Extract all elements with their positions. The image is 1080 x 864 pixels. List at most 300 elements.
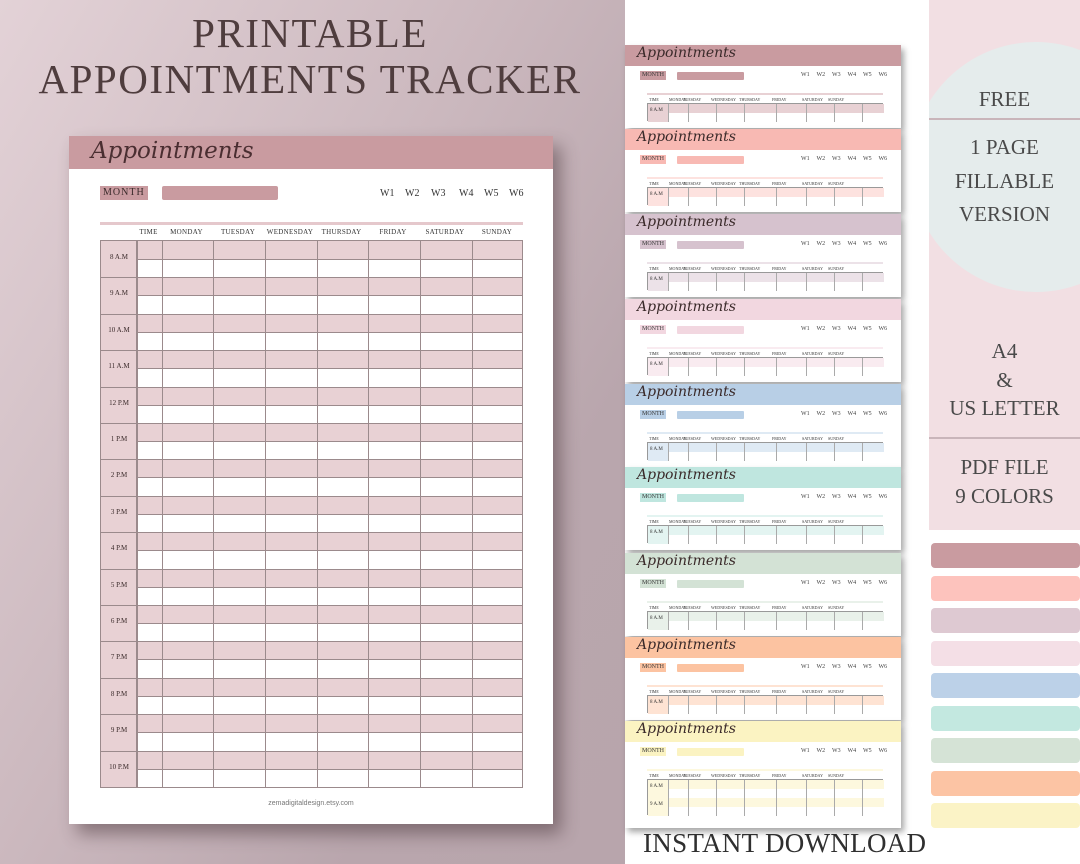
hour-label: 2 P.M — [110, 471, 128, 479]
mini-week-label: W4 — [847, 580, 857, 586]
row-line — [137, 587, 522, 588]
color-swatch — [931, 673, 1080, 698]
mini-hour-label: 8 A.M — [650, 616, 663, 621]
column-line — [213, 241, 214, 787]
mini-column-line — [744, 188, 745, 206]
column-header-time: TIME — [139, 228, 158, 236]
mini-divider — [647, 93, 883, 95]
time-column — [101, 241, 137, 787]
hour-label: 9 A.M — [110, 289, 128, 297]
row-band — [137, 751, 522, 769]
version-text: VERSION — [958, 202, 1050, 226]
mini-header — [625, 384, 901, 405]
mini-header-day: THURSDAY — [739, 181, 761, 186]
mini-week-label: W6 — [878, 411, 888, 417]
mini-column-line — [776, 358, 777, 376]
mini-month-field — [677, 411, 744, 419]
mini-header-day: WEDNESDAY — [711, 773, 736, 778]
mini-month-field — [677, 664, 744, 672]
week-label: W6 — [509, 188, 524, 199]
mini-header-time: TIME — [649, 605, 659, 610]
mini-week-label: W1 — [801, 580, 810, 586]
mini-header-day: SUNDAY — [828, 436, 845, 441]
mini-time-column — [648, 443, 668, 461]
hour-label: 8 A.M — [110, 253, 128, 261]
mini-column-line — [716, 358, 717, 376]
mini-header-day: THURSDAY — [739, 351, 761, 356]
mini-header-day: THURSDAY — [739, 773, 761, 778]
mini-header-day: SATURDAY — [802, 605, 823, 610]
mini-header-day: FRIDAY — [772, 605, 787, 610]
month-field[interactable] — [162, 186, 278, 200]
mini-column-line — [776, 273, 777, 291]
planner-heading: Appointments — [91, 138, 254, 164]
mini-column-line — [776, 612, 777, 630]
row-line — [137, 259, 522, 260]
mini-grid — [647, 357, 883, 375]
color-swatch — [931, 576, 1080, 601]
mini-column-line — [688, 358, 689, 376]
mini-header-day: TUESDAY — [683, 436, 702, 441]
info-column — [929, 0, 1080, 864]
mini-planner — [625, 299, 901, 382]
mini-header — [625, 467, 901, 488]
mini-month-field — [677, 326, 744, 334]
mini-header-day: MONDAY — [669, 351, 687, 356]
mini-hour-label: 8 A.M — [650, 362, 663, 367]
mini-header-day: SUNDAY — [828, 97, 845, 102]
column-header-day: TUESDAY — [220, 228, 256, 236]
row-line — [101, 423, 522, 424]
row-line — [137, 623, 522, 624]
mini-header-day: SATURDAY — [802, 266, 823, 271]
mini-grid — [647, 103, 883, 121]
mini-month-field — [677, 156, 744, 164]
mini-time-column — [648, 612, 668, 630]
column-header-day: SUNDAY — [481, 228, 513, 236]
mini-column-line — [668, 443, 669, 461]
mini-hour-label: 8 A.M — [650, 700, 663, 705]
mini-column-line — [688, 526, 689, 544]
planner-header — [69, 136, 553, 169]
mini-time-column — [648, 273, 668, 291]
mini-header-day: FRIDAY — [772, 351, 787, 356]
row-band — [137, 314, 522, 332]
footer-url: zemadigitaldesign.etsy.com — [268, 800, 354, 807]
mini-column-line — [668, 780, 669, 816]
mini-header-day: TUESDAY — [683, 351, 702, 356]
mini-week-label: W5 — [863, 411, 872, 417]
row-band — [137, 496, 522, 514]
mini-column-line — [744, 443, 745, 461]
mini-column-line — [668, 696, 669, 714]
mini-column-line — [688, 443, 689, 461]
mini-column-line — [776, 443, 777, 461]
mini-week-label: W1 — [801, 494, 810, 500]
mini-planner — [625, 384, 901, 467]
mini-week-label: W2 — [816, 580, 826, 586]
mini-planner — [625, 214, 901, 297]
mini-column-line — [834, 104, 835, 122]
mini-column-line — [744, 696, 745, 714]
mini-grid — [647, 779, 883, 815]
a4-text: A4 — [991, 339, 1018, 363]
mini-column-line — [862, 443, 863, 461]
mini-week-label: W3 — [832, 580, 841, 586]
mini-week-label: W3 — [832, 326, 841, 332]
mini-week-label: W4 — [847, 156, 857, 162]
mini-column-line — [806, 188, 807, 206]
mini-divider — [647, 601, 883, 603]
mini-column-line — [668, 104, 669, 122]
fillable-text: FILLABLE — [954, 169, 1055, 193]
row-band — [137, 459, 522, 477]
mini-week-label: W2 — [816, 494, 826, 500]
column-header-day: SATURDAY — [425, 228, 465, 236]
mini-header-day: SATURDAY — [802, 97, 823, 102]
week-label: W1 — [380, 188, 395, 199]
hour-label: 8 P.M — [110, 690, 128, 698]
color-swatch — [931, 608, 1080, 633]
color-swatch — [931, 803, 1080, 828]
mini-column-line — [862, 358, 863, 376]
mini-hour-label: 8 A.M — [650, 108, 663, 113]
mini-week-label: W2 — [816, 326, 826, 332]
mini-header-day: THURSDAY — [739, 689, 761, 694]
mini-grid — [647, 442, 883, 460]
mini-column-line — [716, 273, 717, 291]
mini-week-label: W1 — [801, 748, 810, 754]
color-swatch — [931, 543, 1080, 568]
row-line — [101, 714, 522, 715]
mini-time-column — [648, 696, 668, 714]
mini-heading: Appointments — [637, 553, 736, 569]
row-line — [137, 696, 522, 697]
mini-header-time: TIME — [649, 97, 659, 102]
mini-column-line — [834, 273, 835, 291]
mini-week-label: W5 — [863, 156, 872, 162]
row-band — [137, 641, 522, 659]
mini-header-day: SATURDAY — [802, 181, 823, 186]
row-line — [137, 477, 522, 478]
row-line — [137, 732, 522, 733]
mini-column-line — [744, 612, 745, 630]
mini-header-day: WEDNESDAY — [711, 605, 736, 610]
mini-month-label: MONTH — [642, 664, 664, 670]
mini-column-line — [806, 358, 807, 376]
mini-week-label: W2 — [816, 72, 826, 78]
mini-column-line — [776, 104, 777, 122]
mini-header-day: MONDAY — [669, 181, 687, 186]
mini-column-line — [834, 612, 835, 630]
row-line — [101, 532, 522, 533]
row-line — [137, 295, 522, 296]
mini-planner — [625, 467, 901, 550]
mini-week-label: W4 — [847, 72, 857, 78]
title-line-2: APPOINTMENTS TRACKER — [38, 56, 582, 102]
mini-heading: Appointments — [637, 721, 736, 737]
us-letter-text: US LETTER — [949, 396, 1060, 420]
mini-divider — [647, 177, 883, 179]
mini-header-time: TIME — [649, 689, 659, 694]
mini-header — [625, 553, 901, 574]
mini-grid — [647, 272, 883, 290]
mini-week-label: W4 — [847, 664, 857, 670]
mini-header-day: SATURDAY — [802, 351, 823, 356]
mini-column-line — [862, 526, 863, 544]
mini-hour-label: 8 A.M — [650, 447, 663, 452]
column-header-day: FRIDAY — [379, 228, 407, 236]
mini-header-day: TUESDAY — [683, 773, 702, 778]
mini-column-line — [688, 696, 689, 714]
mini-planner — [625, 45, 901, 128]
mini-header-day: WEDNESDAY — [711, 689, 736, 694]
mini-column-line — [668, 358, 669, 376]
mini-column-line — [688, 780, 689, 816]
mini-divider — [647, 432, 883, 434]
mini-column-line — [862, 780, 863, 816]
mini-header-time: TIME — [649, 436, 659, 441]
mini-week-label: W1 — [801, 411, 810, 417]
mini-month-label: MONTH — [642, 748, 664, 754]
mini-header-day: THURSDAY — [739, 266, 761, 271]
column-line — [368, 241, 369, 787]
mini-column-line — [668, 612, 669, 630]
mini-header — [625, 721, 901, 742]
mini-grid — [647, 695, 883, 713]
mini-week-label: W4 — [847, 411, 857, 417]
mini-divider — [647, 685, 883, 687]
mini-header-day: SUNDAY — [828, 605, 845, 610]
mini-header-day: SUNDAY — [828, 519, 845, 524]
mini-header-day: SATURDAY — [802, 773, 823, 778]
week-label: W4 — [459, 188, 474, 199]
mini-column-line — [806, 443, 807, 461]
mini-header-time: TIME — [649, 519, 659, 524]
mini-column-line — [776, 696, 777, 714]
row-band — [137, 569, 522, 587]
mini-month-label: MONTH — [642, 494, 664, 500]
mini-header-day: MONDAY — [669, 97, 687, 102]
mini-week-label: W2 — [816, 156, 826, 162]
mini-column-line — [716, 526, 717, 544]
mini-header-day: TUESDAY — [683, 689, 702, 694]
divider — [929, 118, 1080, 120]
row-band — [137, 678, 522, 696]
mini-column-line — [806, 104, 807, 122]
hour-label: 10 A.M — [108, 326, 130, 334]
row-line — [137, 550, 522, 551]
mini-week-label: W1 — [801, 156, 810, 162]
mini-column-line — [716, 780, 717, 816]
mini-header-day: TUESDAY — [683, 519, 702, 524]
mini-week-label: W2 — [816, 748, 826, 754]
mini-week-label: W4 — [847, 241, 857, 247]
mini-divider — [647, 262, 883, 264]
row-band — [137, 241, 522, 259]
mini-time-column — [648, 104, 668, 122]
mini-week-label: W2 — [816, 411, 826, 417]
hour-label: 4 P.M — [110, 544, 128, 552]
mini-week-label: W5 — [863, 326, 872, 332]
mini-week-label: W4 — [847, 748, 857, 754]
column-line — [420, 241, 421, 787]
mini-divider — [647, 769, 883, 771]
mini-header — [625, 129, 901, 150]
mini-header-day: WEDNESDAY — [711, 436, 736, 441]
mini-grid — [647, 525, 883, 543]
row-band — [137, 350, 522, 368]
mini-header-day: MONDAY — [669, 266, 687, 271]
mini-column-line — [834, 358, 835, 376]
mini-hour-label: 8 A.M — [650, 277, 663, 282]
column-header-day: MONDAY — [170, 228, 203, 236]
mini-header-day: SUNDAY — [828, 689, 845, 694]
mini-week-label: W5 — [863, 580, 872, 586]
mini-column-line — [834, 696, 835, 714]
mini-hour-label: 9 A.M — [650, 802, 663, 807]
mini-header-day: FRIDAY — [772, 689, 787, 694]
mini-header — [625, 637, 901, 658]
mini-week-label: W1 — [801, 326, 810, 332]
color-swatch — [931, 738, 1080, 763]
mini-header-day: MONDAY — [669, 605, 687, 610]
column-header-day: THURSDAY — [321, 228, 362, 236]
mini-divider — [647, 515, 883, 517]
mini-column-line — [776, 526, 777, 544]
row-line — [137, 441, 522, 442]
mini-header-day: WEDNESDAY — [711, 181, 736, 186]
column-line — [265, 241, 266, 787]
pages-text: 1 PAGE — [970, 135, 1039, 159]
row-band — [137, 277, 522, 295]
mini-column-line — [744, 273, 745, 291]
mini-week-label: W5 — [863, 72, 872, 78]
row-band — [137, 714, 522, 732]
mini-heading: Appointments — [637, 129, 736, 145]
mini-header-day: MONDAY — [669, 773, 687, 778]
mini-hour-label: 8 A.M — [650, 784, 663, 789]
color-swatch — [931, 706, 1080, 731]
mini-header-day: MONDAY — [669, 519, 687, 524]
mini-column-line — [716, 696, 717, 714]
week-label: W3 — [431, 188, 446, 199]
mini-header-day: THURSDAY — [739, 436, 761, 441]
mini-heading: Appointments — [637, 214, 736, 230]
mini-header-day: SUNDAY — [828, 181, 845, 186]
mini-week-label: W6 — [878, 241, 888, 247]
mini-column-line — [806, 780, 807, 816]
mini-header-day: TUESDAY — [683, 266, 702, 271]
mini-month-label: MONTH — [642, 326, 664, 332]
mini-month-label: MONTH — [642, 411, 664, 417]
mini-week-label: W6 — [878, 494, 888, 500]
row-line — [137, 514, 522, 515]
mini-planner — [625, 129, 901, 212]
mini-header-day: SUNDAY — [828, 351, 845, 356]
row-band — [137, 423, 522, 441]
mini-column-line — [688, 188, 689, 206]
mini-column-line — [716, 104, 717, 122]
mini-header-day: SUNDAY — [828, 266, 845, 271]
mini-week-label: W6 — [878, 580, 888, 586]
mini-column-line — [744, 526, 745, 544]
hour-label: 5 P.M — [110, 581, 128, 589]
row-line — [101, 387, 522, 388]
mini-time-column — [648, 526, 668, 544]
mini-column-line — [668, 188, 669, 206]
mini-column-line — [744, 780, 745, 816]
header-divider — [100, 222, 523, 225]
row-line — [101, 641, 522, 642]
mini-column-line — [806, 612, 807, 630]
column-line — [317, 241, 318, 787]
month-label: MONTH — [100, 186, 148, 200]
mini-column-line — [688, 612, 689, 630]
row-line — [101, 678, 522, 679]
mini-column-line — [744, 104, 745, 122]
mini-heading: Appointments — [637, 384, 736, 400]
mini-week-label: W1 — [801, 241, 810, 247]
row-line — [101, 496, 522, 497]
row-line — [137, 332, 522, 333]
row-line — [137, 368, 522, 369]
mini-week-label: W4 — [847, 494, 857, 500]
mini-header-day: FRIDAY — [772, 97, 787, 102]
ampersand-text: & — [996, 368, 1013, 392]
mini-week-label: W6 — [878, 156, 888, 162]
row-line — [101, 605, 522, 606]
pdf-file-text: PDF FILE — [960, 455, 1049, 479]
divider — [929, 437, 1080, 439]
mini-header-day: FRIDAY — [772, 773, 787, 778]
mini-header-day: WEDNESDAY — [711, 266, 736, 271]
mini-week-label: W6 — [878, 664, 888, 670]
mini-planner — [625, 553, 901, 636]
mini-week-label: W3 — [832, 664, 841, 670]
mini-heading: Appointments — [637, 45, 736, 61]
mini-heading: Appointments — [637, 637, 736, 653]
week-label: W5 — [484, 188, 499, 199]
hour-label: 3 P.M — [110, 508, 128, 516]
mini-header-time: TIME — [649, 181, 659, 186]
free-text: FREE — [978, 87, 1031, 111]
mini-week-label: W6 — [878, 72, 888, 78]
mini-header — [625, 214, 901, 235]
mini-week-label: W5 — [863, 664, 872, 670]
mini-column-line — [716, 612, 717, 630]
mini-header — [625, 45, 901, 66]
mini-header-day: WEDNESDAY — [711, 351, 736, 356]
appointments-grid — [100, 240, 523, 788]
mini-planner — [625, 637, 901, 720]
mini-week-label: W3 — [832, 748, 841, 754]
mini-header-day: FRIDAY — [772, 266, 787, 271]
hour-label: 6 P.M — [110, 617, 128, 625]
mini-header-time: TIME — [649, 351, 659, 356]
mini-month-label: MONTH — [642, 241, 664, 247]
mini-column-line — [806, 696, 807, 714]
mini-column-line — [834, 780, 835, 816]
mini-heading: Appointments — [637, 467, 736, 483]
mini-column-line — [834, 188, 835, 206]
main-title — [0, 10, 620, 102]
mini-header-day: SUNDAY — [828, 773, 845, 778]
row-line — [137, 769, 522, 770]
row-line — [101, 569, 522, 570]
mini-header-day: THURSDAY — [739, 97, 761, 102]
mini-header-day: THURSDAY — [739, 605, 761, 610]
